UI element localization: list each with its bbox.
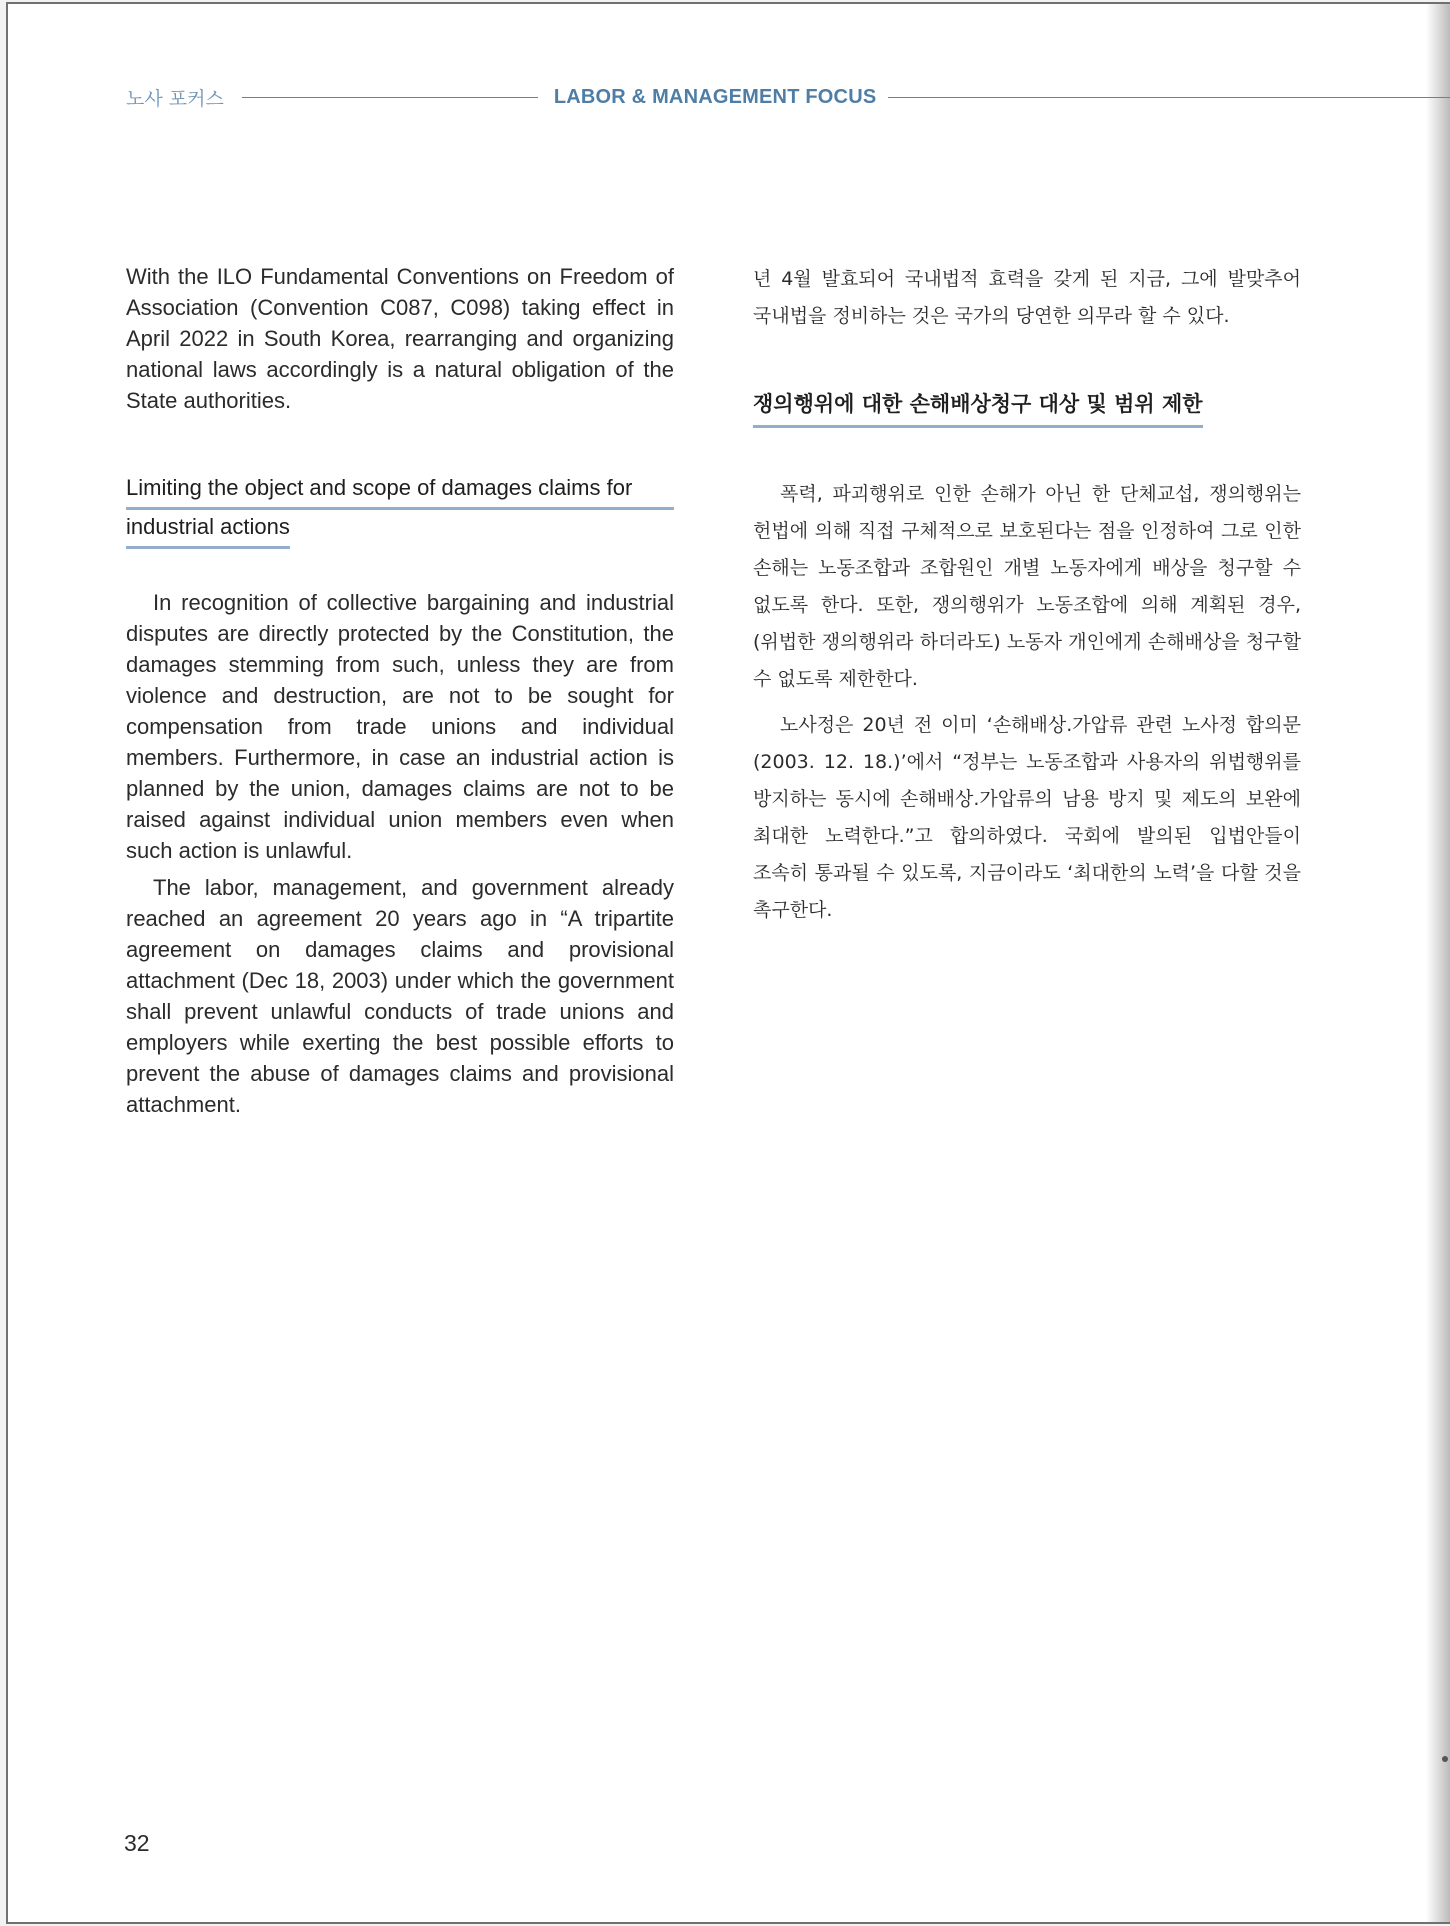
english-heading-line-1: Limiting the object and scope of damages claims for (126, 471, 674, 510)
page-edge-shadow (1426, 4, 1450, 1922)
running-header (126, 82, 1450, 112)
korean-paragraph-1: 폭력, 파괴행위로 인한 손해가 아닌 한 단체교섭, 쟁의행위는 헌법에 의해 직접 구체적으로 보호된다는 점을 인정하여 그로 인한 손해는 노동조합과 조합원인 개별 노동자에게 배상을 청구할 수 없도록 한다. 또한, 쟁의행위가 노동조합에 의해 계획된 경우, (위법한 쟁의행위라 하더라도) 노동자 개인에게 손해배상을 청구할 수 없도록 제한한다. (753, 483, 1301, 690)
page-number: 32 (124, 1830, 150, 1856)
section-label-english: LABOR & MANAGEMENT FOCUS (553, 85, 877, 108)
korean-intro-paragraph: 년 4월 발효되어 국내법적 효력을 갖게 된 지금, 그에 발맞추어 국내법을 정비하는 것은 국가의 당연한 의무라 할 수 있다. (753, 268, 1301, 327)
header-rule-right (888, 97, 1450, 98)
english-section-heading (126, 471, 674, 549)
korean-paragraph-2: 노사정은 20년 전 이미 ‘손해배상.가압류 관련 노사정 합의문(2003. 12. 18.)’에서 “정부는 노동조합과 사용자의 위법행위를 방지하는 동시에 손해배상.가압류의 남용 방지 및 제도의 보완에 최대한 노력한다.”고 합의하였다. 국회에 발의된 입법안들이 조속히 통과될 수 있도록, 지금이라도 ‘최대한의 노력’을 다할 것을 촉구한다. (753, 714, 1301, 921)
document-page (6, 2, 1450, 1924)
english-paragraph-2: The labor, management, and government already reached an agreement 20 years ago in “A tripartite agreement on damages claims and provisional attachment (Dec 18, 2003) under which the government shall prevent unlawful conducts of trade unions and employers while exerting the best possible efforts to prevent the abuse of damages claims and provisional attachment. (126, 875, 674, 1117)
korean-column (753, 261, 1301, 929)
english-paragraph-1: In recognition of collective bargaining and industrial disputes are directly protected by the Constitution, the damages stemming from such, unless they are from violence and destruction, are not to be sought for compensation from trade unions and individual members. Furthermore, in case an industrial action is planned by the union, damages claims are not to be raised against individual union members even when such action is unlawful. (126, 590, 674, 863)
english-heading-line-2: industrial actions (126, 510, 290, 549)
section-label-korean: 노사 포커스 (126, 87, 224, 110)
korean-section-heading: 쟁의행위에 대한 손해배상청구 대상 및 범위 제한 (753, 387, 1203, 428)
header-rule-left (242, 97, 538, 98)
english-column (126, 261, 674, 1120)
english-intro-paragraph: With the ILO Fundamental Conventions on Freedom of Association (Convention C087, C098) taking effect in April 2022 in South Korea, rearranging and organizing national laws accordingly is a natural obligation of the State authorities. (126, 264, 674, 413)
binding-mark (1442, 1756, 1448, 1762)
